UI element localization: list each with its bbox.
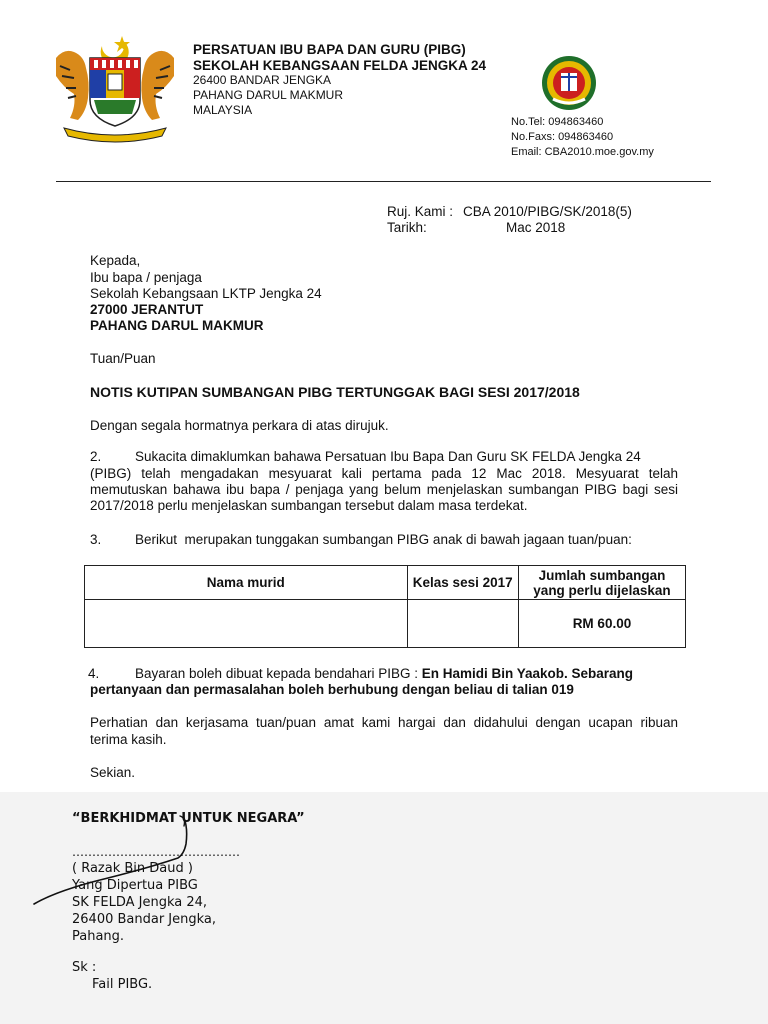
signatory-address-1: SK FELDA Jengka 24, <box>72 895 208 910</box>
signature-dots: …………………………………… <box>72 845 240 859</box>
closing: Sekian. <box>90 765 136 780</box>
sk-value: Fail PIBG. <box>92 977 153 992</box>
paragraph-2-line-3: memutuskan bahawa ibu bapa / penjaga yang belum menjelaskan sumbangan PIBG bagi sesi <box>90 482 678 497</box>
address-line-2: PAHANG DARUL MAKMUR <box>193 88 344 102</box>
paragraph-3-number: 3. <box>90 532 102 547</box>
school-crest-logo <box>541 55 597 111</box>
school-name: SEKOLAH KEBANGSAAN FELDA JENGKA 24 <box>193 58 487 73</box>
recipient-line-2: Sekolah Kebangsaan LKTP Jengka 24 <box>90 286 322 301</box>
reference-label: Ruj. Kami : <box>387 204 454 219</box>
subject-heading: NOTIS KUTIPAN SUMBANGAN PIBG TERTUNGGAK BAGI SESI 2017/2018 <box>90 384 580 400</box>
address-line-1: 26400 BANDAR JENGKA <box>193 73 332 87</box>
recipient-line-3: 27000 JERANTUT <box>90 302 204 317</box>
recipient-to: Kepada, <box>90 253 141 268</box>
paragraph-4-lead: Bayaran boleh dibuat kepada bendahari PIBG : <box>135 666 418 681</box>
paragraph-2-number: 2. <box>90 449 102 464</box>
date-value: Mac 2018 <box>506 220 566 235</box>
signatory-address-3: Pahang. <box>72 929 125 944</box>
paragraph-2-line-2: (PIBG) telah mengadakan mesyuarat kali pertama pada 12 Mac 2018. Mesyuarat telah <box>90 466 678 481</box>
paragraph-3: Berikut merupakan tunggakan sumbangan PIBG anak di bawah jagaan tuan/puan: <box>135 532 632 547</box>
signatory-address-2: 26400 Bandar Jengka, <box>72 912 217 927</box>
recipient-line-4: PAHANG DARUL MAKMUR <box>90 318 264 333</box>
paragraph-2-line-1: Sukacita dimaklumkan bahawa Persatuan Ibu Bapa Dan Guru SK FELDA Jengka 24 <box>135 449 641 464</box>
header-amount: Jumlah sumbangan yang perlu dijelaskan <box>518 566 685 600</box>
paragraph-5-line-2: terima kasih. <box>90 732 167 747</box>
table-row <box>85 600 686 648</box>
cell-student-name <box>85 600 408 648</box>
reference-value: CBA 2010/PIBG/SK/2018(5) <box>463 204 632 219</box>
country: MALAYSIA <box>193 103 253 117</box>
contact-email: Email: CBA2010.moe.gov.my <box>511 146 654 158</box>
paragraph-5-line-1: Perhatian dan kerjasama tuan/puan amat kami hargai dan didahului dengan ucapan ribuan <box>90 715 678 730</box>
contact-tel: No.Tel: 094863460 <box>511 116 604 128</box>
signatory-name: ( Razak Bin Daud ) <box>72 861 193 876</box>
sk-label: Sk : <box>72 960 97 975</box>
greeting: Tuan/Puan <box>90 351 156 366</box>
contact-fax: No.Faxs: 094863460 <box>511 131 614 143</box>
paragraph-4-text <box>135 665 633 682</box>
cell-amount: RM 60.00 <box>518 600 685 648</box>
paragraph-4-number: 4. <box>88 666 100 681</box>
paragraph-1: Dengan segala hormatnya perkara di atas dirujuk. <box>90 418 389 433</box>
header-divider <box>56 181 711 182</box>
paragraph-4-bold-1: En Hamidi Bin Yaakob. Sebarang <box>421 666 634 681</box>
coat-of-arms-logo <box>50 32 180 144</box>
date-label: Tarikh: <box>387 220 427 235</box>
arrears-table <box>84 565 686 648</box>
cell-class <box>407 600 518 648</box>
header-student-name: Nama murid <box>85 566 408 600</box>
recipient-line-1: Ibu bapa / penjaga <box>90 270 202 285</box>
motto: “BERKHIDMAT UNTUK NEGARA” <box>72 811 305 826</box>
signatory-title: Yang Dipertua PIBG <box>72 878 198 893</box>
header-class: Kelas sesi 2017 <box>407 566 518 600</box>
paragraph-2-line-4: 2017/2018 perlu menjelaskan sumbangan tersebut dalam masa terdekat. <box>90 498 528 513</box>
paragraph-4-bold-2: pertanyaan dan permasalahan boleh berhubung dengan beliau di talian 019 <box>90 682 574 697</box>
org-name: PERSATUAN IBU BAPA DAN GURU (PIBG) <box>193 42 466 57</box>
